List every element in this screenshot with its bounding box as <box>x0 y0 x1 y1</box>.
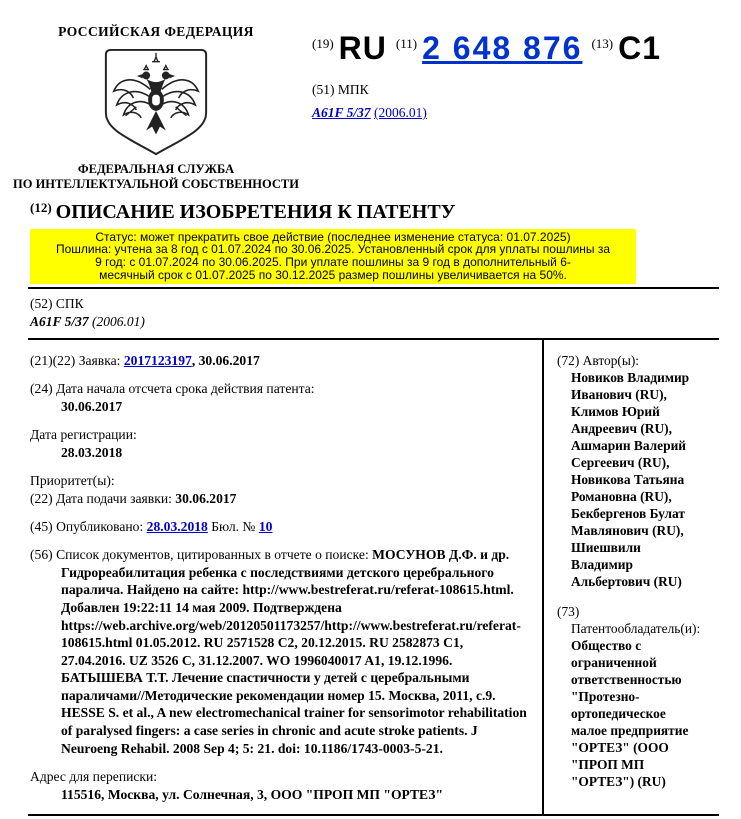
application-block <box>30 352 528 370</box>
agency-line-1: ФЕДЕРАЛЬНАЯ СЛУЖБА <box>77 162 235 176</box>
registration-label: Дата регистрации: <box>30 427 137 443</box>
bibliographic-columns <box>0 340 719 814</box>
patent-holder-label: Патентообладатель(и): <box>571 621 701 637</box>
header-right-block <box>312 24 661 192</box>
document-title <box>30 201 741 224</box>
ind-code-13: (13) <box>591 36 614 51</box>
horizontal-divider <box>28 814 719 816</box>
publication-number-link[interactable]: 2 648 876 <box>422 30 583 66</box>
published-label: Опубликовано: <box>56 519 144 535</box>
registration-block <box>30 426 528 462</box>
ind-code-22: (22) <box>30 491 53 507</box>
application-label: Заявка: <box>78 353 121 369</box>
author-name: Климов Юрий Андреевич (RU), <box>571 404 672 437</box>
publication-number-line <box>312 28 661 75</box>
spc-class: A61F 5/37 <box>30 314 89 330</box>
filing-date-line <box>30 490 528 508</box>
agency-name <box>0 162 312 192</box>
application-date: , 30.06.2017 <box>191 353 260 369</box>
address-value: 115516, Москва, ул. Солнечная, 3, ООО "ПРОП МП "ОРТЕЗ" <box>61 787 444 803</box>
document-title-text: ОПИСАНИЕ ИЗОБРЕТЕНИЯ К ПАТЕНТУ <box>55 200 456 223</box>
ipc-class-link[interactable]: A61F 5/37 <box>312 105 371 120</box>
ind-code-11: (11) <box>395 36 418 51</box>
ind-code-19: (19) <box>312 36 334 51</box>
author-name: Бекбергенов Булат Мавлянович (RU), <box>571 506 685 539</box>
author-name: Новикова Татьяна Романовна (RU), <box>571 472 685 505</box>
filing-date: 30.06.2017 <box>175 491 237 507</box>
ind-code-56: (56) <box>30 547 53 563</box>
author-name: Шиешвили Владимир Альбертович (RU) <box>571 540 682 590</box>
status-line: Пошлина: учтена за 8 год с 01.07.2024 по 30.06.2025. Установленный срок для уплаты пошлины за <box>55 242 611 257</box>
ind-code-21-22: (21)(22) <box>30 353 76 369</box>
ind-code-72: (72) <box>557 353 580 369</box>
spc-version: (2006.01) <box>92 314 145 330</box>
published-block <box>30 518 528 536</box>
ind-code-73: (73) <box>557 604 580 620</box>
priority-label: Приоритет(ы): <box>30 473 115 489</box>
right-column <box>542 340 719 814</box>
document-header <box>0 0 741 192</box>
ipc-label: МПК <box>337 82 369 97</box>
term-start-label-line <box>30 380 528 398</box>
ipc-label-line <box>312 82 661 98</box>
author-name: Ашмарин Валерий Сергеевич (RU), <box>571 438 687 471</box>
citations-text: МОСУНОВ Д.Ф. и др. Гидрореабилитация ребенка с последствиями детского церебрального паралича. Найдено на сайте: http://www.bestreferat.ru/referat-108615.html. Добавлен 19:22:11 14 мая 2009. Подтверждена https://web.archive.org/web/20120501173257/http://www.bestreferat.ru/referat-108615.html 01.05.2012. RU 2571528 C2, 20.12.2015. RU 2582873 C1, 27.04.2016. UZ 3526 C, 31.12.2007. WO 1996040017 A1, 19.12.1996. БАТЫШЕВА Т.Т. Лечение спастичности у детей с церебральными параличами//Методические рекомендации номер 15. Москва, 2011, с.9. HESSE S. et al., A new electromechanical trainer for sensorimotor rehabilitation of paralysed fingers: a case series in chronic and acute stroke patients. J Neuroeng Rehabil. 2008 Sep 4; 5: 21. doi: 10.1186/1743-0003-5-21. <box>61 547 527 756</box>
country-code: RU <box>338 30 387 66</box>
ind-code-12: (12) <box>30 199 52 215</box>
term-start-date: 30.06.2017 <box>61 399 123 415</box>
authors-label-line <box>557 352 701 369</box>
status-line: месячный срок с 01.07.2025 по 30.12.2025 размер пошлины увеличивается на 50%. <box>99 268 567 283</box>
authors-block <box>557 352 701 590</box>
bulletin-label: Бюл. № <box>211 519 256 535</box>
ind-code-51: (51) <box>312 82 335 97</box>
ipc-version-link[interactable]: (2006.01) <box>374 105 427 120</box>
ind-code-45: (45) <box>30 519 53 535</box>
patent-holder-name: Общество с ограниченной ответственностью "Протезно-ортопедическое малое предприятие "ОРТЕЗ" (ООО "ПРОП МП "ОРТЕЗ") (RU) <box>571 638 689 790</box>
priority-block <box>30 472 528 508</box>
ind-code-52: (52) <box>30 296 53 312</box>
spc-class-line <box>30 313 741 331</box>
application-number-link[interactable]: 2017123197 <box>123 353 192 369</box>
term-start-block <box>30 380 528 416</box>
authors-label: Автор(ы): <box>582 353 640 369</box>
patent-holder-block <box>557 603 701 790</box>
registration-date: 28.03.2018 <box>61 445 123 461</box>
header-left-block <box>0 24 312 192</box>
correspondence-address-block <box>30 768 528 804</box>
filing-date-label: Дата подачи заявки: <box>56 491 172 507</box>
left-column <box>0 340 542 814</box>
bulletin-number-link[interactable]: 10 <box>258 519 273 535</box>
status-line: 9 год: с 01.07.2024 по 30.06.2025. При уплате пошлины за 9 год в дополнительный 6- <box>95 255 571 270</box>
kind-code: C1 <box>618 30 662 66</box>
spc-section <box>30 289 741 338</box>
spc-label-line <box>30 295 741 313</box>
spc-label: СПК <box>55 296 84 312</box>
ipc-class-line <box>312 105 661 121</box>
citations-label: Список документов, цитированных в отчете о поиске: <box>56 547 369 563</box>
author-name: Новиков Владимир Иванович (RU), <box>571 370 690 403</box>
status-banner <box>30 229 636 285</box>
ind-code-24: (24) <box>30 381 53 397</box>
term-start-label: Дата начала отсчета срока действия патента: <box>56 381 315 397</box>
published-date-link[interactable]: 28.03.2018 <box>146 519 208 535</box>
russia-coat-of-arms-icon <box>99 46 213 160</box>
status-line: Статус: может прекратить свое действие (последнее изменение статуса: 01.07.2025) <box>95 229 571 244</box>
citations-block <box>30 546 528 757</box>
address-label: Адрес для переписки: <box>30 769 158 785</box>
agency-line-2: ПО ИНТЕЛЛЕКТУАЛЬНОЙ СОБСТВЕННОСТИ <box>13 176 299 191</box>
country-name: РОССИЙСКАЯ ФЕДЕРАЦИЯ <box>58 24 254 39</box>
